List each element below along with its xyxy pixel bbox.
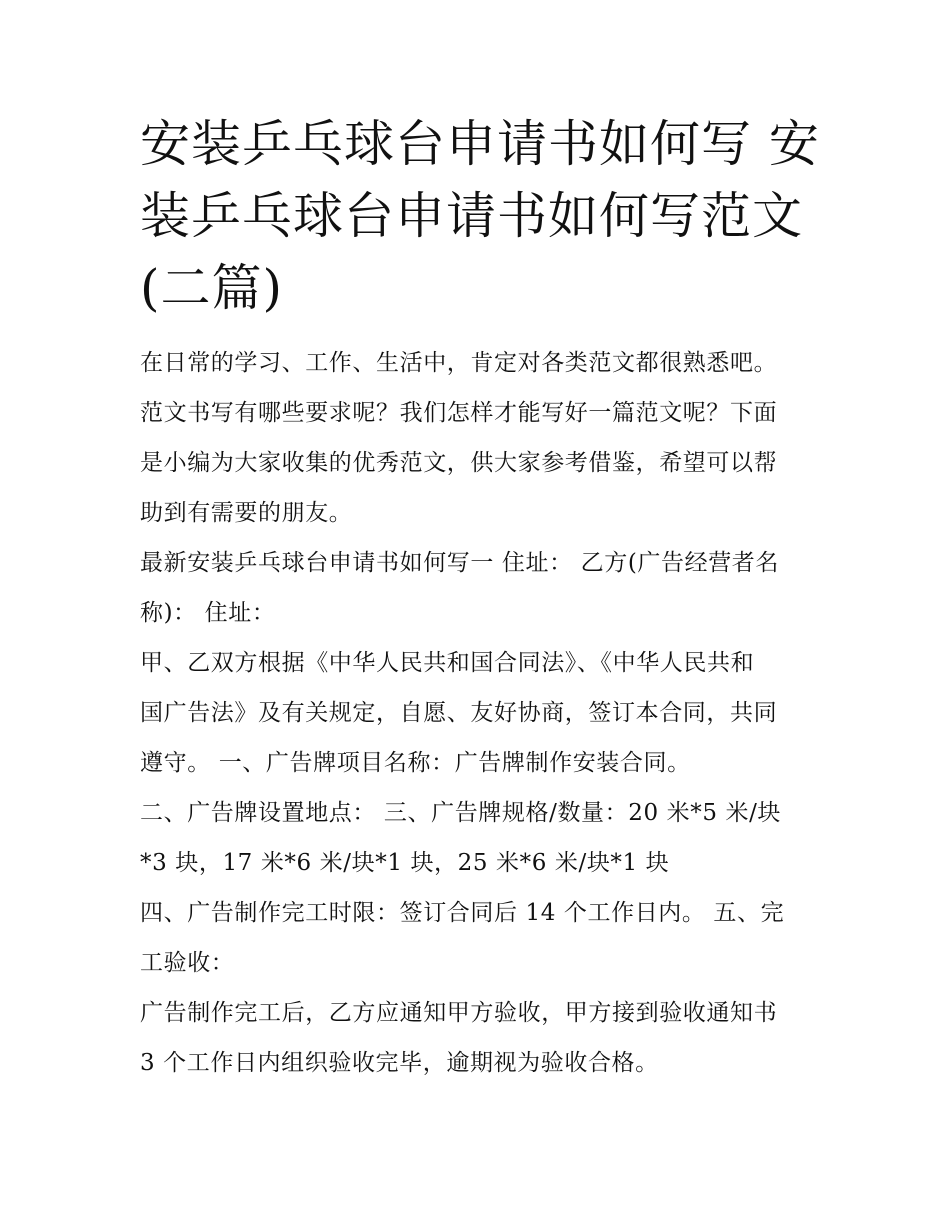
- document-title: [140, 108, 820, 324]
- text-line: 在日常的学习、工作、生活中，肯定对各类范文都很熟悉吧。: [140, 350, 778, 376]
- deadline-paragraph: [140, 888, 815, 988]
- text-line: 是小编为大家收集的优秀范文，供大家参考借鉴，希望可以帮: [140, 450, 778, 476]
- intro-paragraph: [140, 338, 815, 538]
- document-body: [140, 338, 815, 1088]
- location-spec-paragraph: [140, 788, 815, 888]
- text-line: 四、广告制作完工时限：签订合同后 14 个工作日内。 五、完: [140, 900, 785, 926]
- agreement-paragraph: [140, 638, 815, 788]
- text-line: 遵守。 一、广告牌项目名称：广告牌制作安装合同。: [140, 750, 691, 776]
- title-line: (二篇): [140, 259, 284, 317]
- title-line: 安装乒乓球台申请书如何写 安: [140, 115, 820, 173]
- text-line: 3 个工作日内组织验收完毕，逾期视为验收合格。: [140, 1050, 659, 1076]
- text-line: 国广告法》及有关规定，自愿、友好协商，签订本合同，共同: [140, 700, 778, 726]
- document-page: [140, 108, 820, 1088]
- text-line: 范文书写有哪些要求呢？我们怎样才能写好一篇范文呢？下面: [140, 400, 778, 426]
- text-line: 助到有需要的朋友。: [140, 500, 353, 526]
- title-line: 装乒乓球台申请书如何写范文: [140, 187, 803, 245]
- text-line: 工验收：: [140, 950, 235, 976]
- parties-paragraph: [140, 538, 815, 638]
- acceptance-paragraph: [140, 988, 815, 1088]
- text-line: 称)： 住址：: [140, 600, 276, 626]
- text-line: 广告制作完工后，乙方应通知甲方验收，甲方接到验收通知书: [140, 1000, 778, 1026]
- text-line: 二、广告牌设置地点： 三、广告牌规格/数量：20 米*5 米/块: [140, 800, 782, 826]
- text-line: *3 块，17 米*6 米/块*1 块，25 米*6 米/块*1 块: [140, 850, 670, 876]
- text-line: 最新安装乒乓球台申请书如何写一 住址： 乙方(广告经营者名: [140, 550, 779, 576]
- text-line: 甲、乙双方根据《中华人民共和国合同法》、《中华人民共和: [140, 650, 755, 676]
